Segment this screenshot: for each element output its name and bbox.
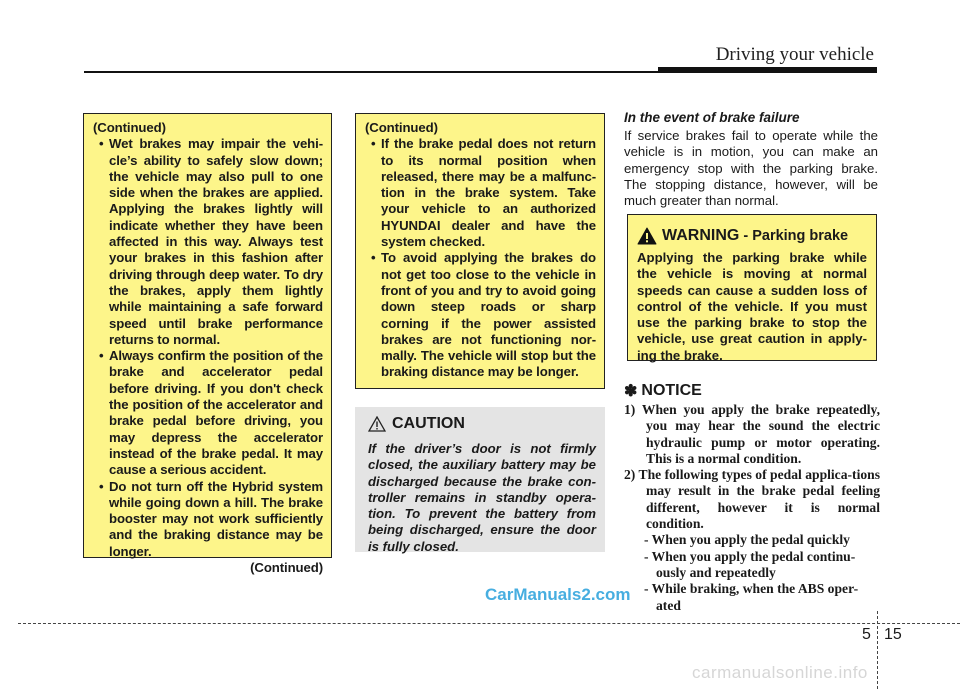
site-watermark: carmanualsonline.info (692, 663, 868, 682)
page-number: 15 (884, 626, 902, 643)
notice-subitem: - While braking, when the ABS oper-ated (644, 581, 859, 613)
warning-continued-box-middle (355, 113, 605, 389)
warning-text: Applying the parking brake while the vehicle is moving at normal speeds can cause a sudden loss of control of the vehicle. If you must use the parking brake to stop the vehicle, use great caution in apply-ing the brake. (637, 250, 867, 363)
carmanuals-watermark: CarManuals2.com (485, 585, 631, 604)
bullet-confirm-pedal: • Always confirm the position of the brake and accelerator pedal before driving. If you don't check the position of the accelerator and brake pedal before driving, you may depress the accelerator instead of the brake pedal. It may cause a serious accident. (93, 348, 323, 478)
caution-box (355, 407, 605, 552)
continued-label-bottom: (Continued) (250, 560, 323, 576)
continued-label-top: (Continued) (93, 120, 166, 135)
brake-failure-heading: In the event of brake failure (624, 110, 800, 125)
bullet-pedal-return: • If the brake pedal does not return to its normal position when released, there may be a malfunc-tion in the brake system. Take your vehicle to an authorized HYUNDAI dealer and have the system checked. (365, 136, 596, 250)
warning-sublabel: - Parking brake (739, 228, 849, 244)
footer-dashed-rule (18, 623, 960, 624)
bullet-wet-brakes: • Wet brakes may impair the vehi-cle’s ability to safely slow down; the vehicle may also pull to one side when the brakes are applied. Applying the brakes lightly will indicate whether they have been affected in this way. Always test your brakes in this fashion after driving through deep water. To dry the brakes, apply them lightly while maintaining a safe forward speed until brake performance returns to normal. (93, 136, 323, 348)
warning-label: WARNING (662, 227, 740, 244)
warning-continued-box-left (83, 113, 332, 576)
bullet-hybrid-system: • Do not turn off the Hybrid system while going down a hill. The brake booster may not work sufficiently and the braking distance may be longer. (93, 479, 323, 560)
notice-item-2: 2) The following types of pedal applica-tions may result in the brake pedal feeling different, however it is normal condition. (624, 467, 880, 532)
notice-star-icon: ✽ (624, 383, 638, 400)
caution-text: If the driver’s door is not firmly closed, the auxiliary battery may be discharged because the brake con-troller remains in standby opera-tion. To prevent the battery from being discharged, ensure the door is fully closed. (368, 441, 596, 554)
section-title: Driving your vehicle (715, 44, 874, 65)
notice-subitem: - When you apply the pedal quickly (644, 532, 850, 548)
caution-triangle-icon (368, 416, 386, 432)
warning-parking-brake-box (627, 214, 877, 361)
notice-heading (624, 381, 702, 401)
notice-item-1: 1) When you apply the brake repeatedly, you may hear the sound the electric hydraulic pump or motor operating. This is a normal condition. (624, 402, 880, 466)
page-number-divider (877, 611, 878, 689)
chapter-number: 5 (862, 626, 871, 643)
notice-body (624, 402, 880, 614)
warning-triangle-icon (637, 227, 657, 245)
notice-subitem: - When you apply the pedal continu-ously and repeatedly (644, 548, 856, 580)
header-rule-thick (658, 67, 877, 73)
notice-label: NOTICE (641, 382, 702, 399)
header-rule-thin (84, 71, 658, 73)
caution-label: CAUTION (392, 415, 465, 432)
continued-label-top: (Continued) (365, 120, 438, 135)
bullet-avoid-applying: • To avoid applying the brakes do not get too close to the vehicle in front of you and try to avoid going down steep roads or sharp corning if the power assisted brakes are not functioning nor-mally. The vehicle will stop but the braking distance may be longer. (365, 250, 596, 380)
brake-failure-body: If service brakes fail to operate while the vehicle is in motion, you can make an emergency stop with the parking brake. The stopping distance, however, will be much greater than normal. (624, 128, 878, 209)
